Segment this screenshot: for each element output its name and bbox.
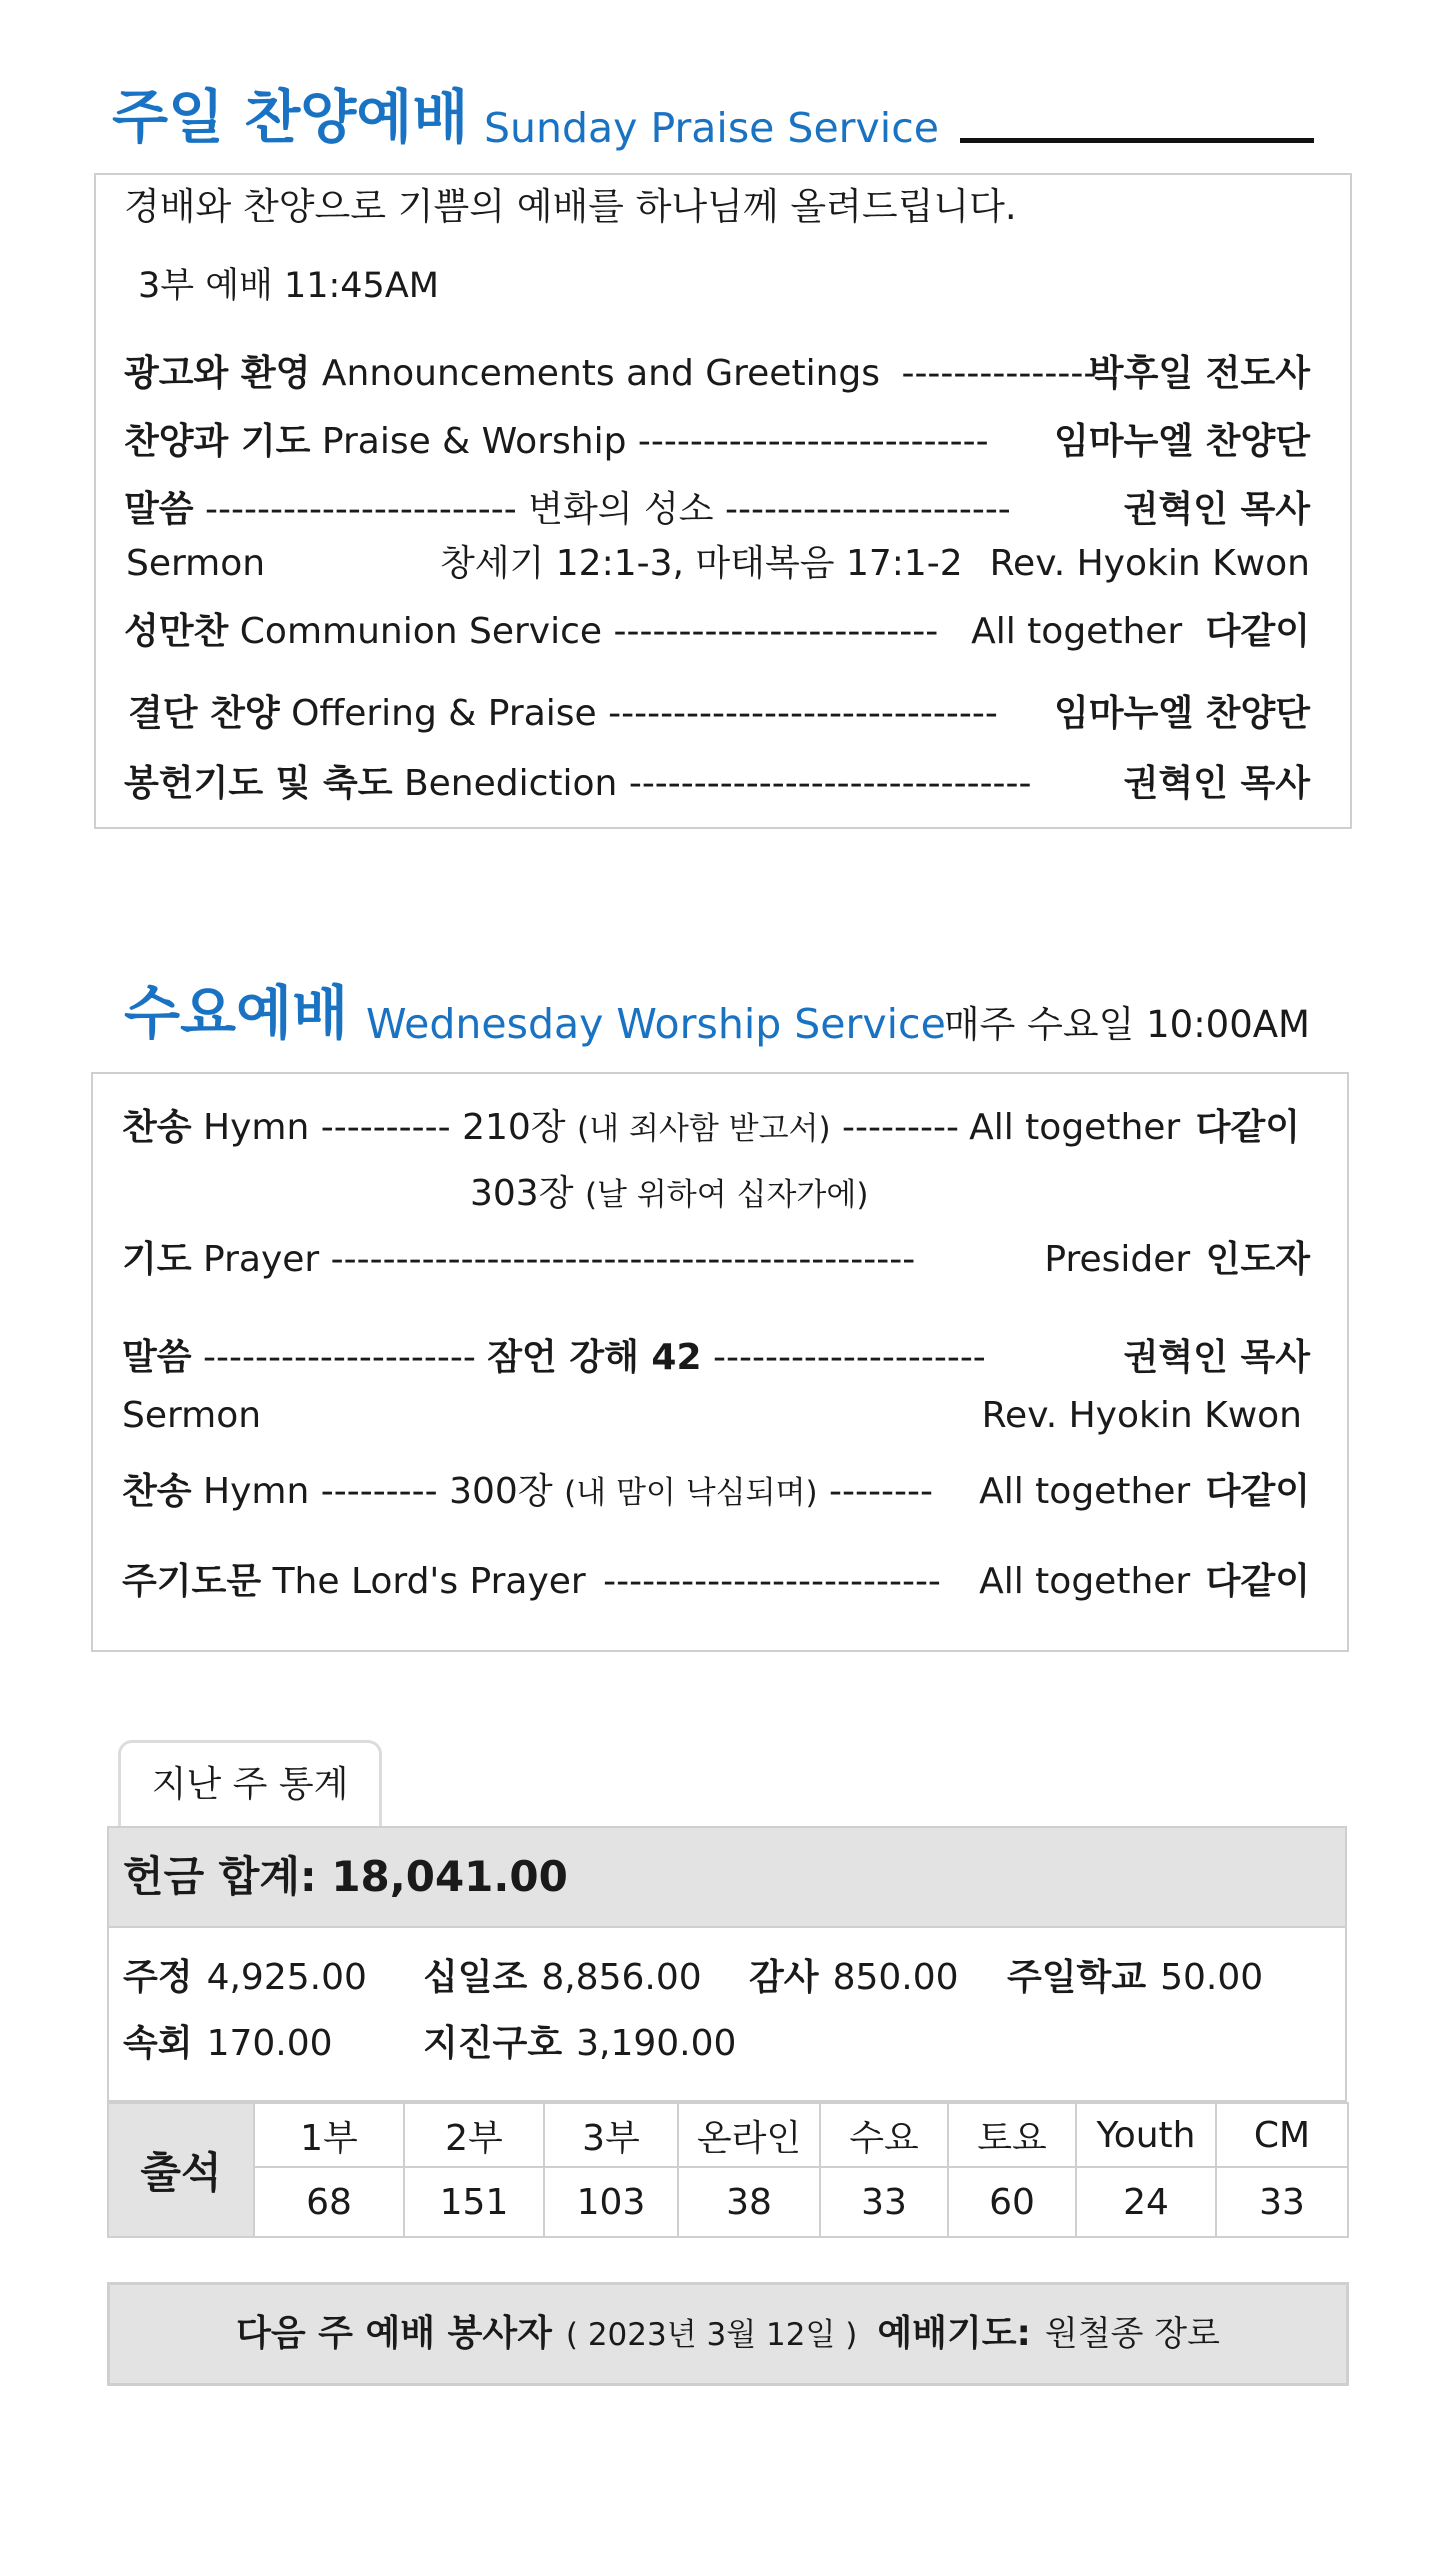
wed-lords-en: The Lord's Prayer (272, 1561, 586, 1602)
wed-prayer-who-ko: 인도자 (1205, 1239, 1310, 1280)
offering-item (123, 2022, 333, 2066)
wed-hymn1-no: 210장 (462, 1107, 566, 1148)
attendance-header: 1부 (254, 2103, 404, 2167)
wed-sermon-dash1: --------------------- (203, 1337, 476, 1378)
sunday-service-time: 3부 예배 11:45AM (138, 266, 439, 306)
offering-item-key: 주일학교 (1007, 1957, 1147, 1998)
wed-prayer-dash: --------------------------------------------- (330, 1239, 916, 1280)
prayer-name: 원철종 장로 (1044, 2314, 1220, 2354)
offering-row (128, 692, 998, 736)
attendance-header: 온라인 (678, 2103, 820, 2167)
attendance-header: CM (1216, 2103, 1348, 2167)
wed-hymn1-who (969, 1106, 1300, 1150)
wed-lords-dash: -------------------------- (603, 1561, 941, 1602)
communion-row (124, 610, 938, 654)
attendance-header: 토요 (948, 2103, 1076, 2167)
offering-total: 헌금 합계: 18,041.00 (107, 1826, 1347, 1928)
attendance-value: 151 (404, 2167, 544, 2237)
wednesday-time: 매주 수요일 10:00AM (943, 1003, 1310, 1046)
attendance-header: 3부 (544, 2103, 678, 2167)
offering-item (423, 1956, 702, 2000)
attendance-header: Youth (1076, 2103, 1216, 2167)
attendance-value: 33 (820, 2167, 948, 2237)
wed-hymn1-ko: 찬송 (122, 1107, 192, 1148)
benediction-row (124, 762, 1032, 806)
wed-sermon-ko: 말씀 (122, 1337, 192, 1378)
wed-hymn2-dash1: --------- (320, 1471, 438, 1512)
offering-item-key: 지진구호 (423, 2023, 563, 2064)
praise-ko: 찬양과 기도 (124, 421, 311, 462)
wed-hymn2-dash2: -------- (829, 1471, 933, 1512)
wed-hymn1-dash1: ---------- (320, 1107, 451, 1148)
wed-prayer-who (1044, 1238, 1310, 1282)
communion-ko: 성만찬 (124, 611, 229, 652)
praise-row (124, 420, 989, 464)
sermon-dash1: ------------------------ (205, 489, 517, 530)
attendance-value: 68 (254, 2167, 404, 2237)
sunday-title-ko: 주일 찬양예배 (112, 83, 469, 151)
attendance-label: 출석 (108, 2103, 254, 2237)
wed-sermon-row (122, 1336, 986, 1380)
wed-hymn1-en: Hymn (203, 1107, 310, 1148)
announce-row (124, 352, 1096, 396)
wed-sermon-dash2: --------------------- (713, 1337, 986, 1378)
wed-hymn2-name: (내 맘이 낙심되며) (564, 1475, 818, 1511)
wed-hymn2-en: Hymn (203, 1471, 310, 1512)
wed-lords-who (979, 1560, 1310, 1604)
offering-item-value: 4,925.00 (206, 1957, 367, 1998)
offering-item-value: 850.00 (832, 1957, 959, 1998)
wed-hymn2-no: 300장 (449, 1471, 553, 1512)
attendance-value: 103 (544, 2167, 678, 2237)
benediction-ko: 봉헌기도 및 축도 (124, 763, 393, 804)
next-week-label: 다음 주 예배 봉사자 (236, 2313, 552, 2354)
sermon-en: Sermon (126, 543, 266, 584)
praise-dash: --------------------------- (637, 421, 989, 462)
wed-hymn1-who-ko: 다같이 (1195, 1107, 1300, 1148)
next-week-servants (107, 2282, 1349, 2386)
communion-dash: ------------------------- (613, 611, 939, 652)
wed-hymn2-who (979, 1470, 1310, 1514)
announce-en: Announcements and Greetings (321, 353, 880, 394)
wed-hymn2-who-en: All together (979, 1471, 1191, 1512)
wed-lords-row (122, 1560, 941, 1604)
stats-tab[interactable]: 지난 주 통계 (118, 1740, 382, 1828)
offering-item-value: 170.00 (206, 2023, 333, 2064)
wed-prayer-en: Prayer (203, 1239, 320, 1280)
wed-hymn1-dash2: --------- (842, 1107, 959, 1148)
wed-lords-who-en: All together (979, 1561, 1191, 1602)
sermon-who-en: Rev. Hyokin Kwon (989, 543, 1310, 584)
communion-who-ko: 다같이 (1205, 611, 1310, 652)
wed-prayer-row (122, 1238, 915, 1282)
wednesday-title-en: Wednesday Worship Service (366, 1000, 946, 1048)
wed-lords-ko: 주기도문 (122, 1561, 262, 1602)
sermon-who: 권혁인 목사 (1123, 489, 1310, 530)
offering-item (423, 2022, 736, 2066)
wed-hymn1-name: (내 죄사함 받고서) (577, 1111, 831, 1147)
offering-item-key: 감사 (749, 1957, 819, 1998)
offering-item (123, 1956, 367, 2000)
attendance-table (107, 2102, 1349, 2238)
attendance-value: 38 (678, 2167, 820, 2237)
offering-ko: 결단 찬양 (128, 693, 280, 734)
wed-lords-who-ko: 다같이 (1205, 1561, 1310, 1602)
wednesday-title-ko: 수요예배 (124, 979, 349, 1047)
wed-hymn2-row (122, 1470, 933, 1515)
wed-hymn2-who-ko: 다같이 (1205, 1471, 1310, 1512)
wed-sermon-topic: 잠언 강해 42 (487, 1337, 702, 1378)
offering-details (107, 1928, 1347, 2102)
sermon-row (124, 488, 1011, 532)
wed-hymn1b-no: 303장 (470, 1173, 574, 1214)
offering-item-key: 주정 (123, 1957, 193, 1998)
wed-hymn1-who-en: All together (969, 1107, 1181, 1148)
attendance-value: 60 (948, 2167, 1076, 2237)
wed-prayer-ko: 기도 (122, 1239, 192, 1280)
communion-en: Communion Service (239, 611, 603, 652)
offering-item (749, 1956, 959, 2000)
wed-sermon-who: 권혁인 목사 (1123, 1337, 1310, 1378)
prayer-label: 예배기도: (877, 2313, 1031, 2354)
praise-who: 임마누엘 찬양단 (1054, 421, 1310, 462)
benediction-dash: ------------------------------- (628, 763, 1032, 804)
wed-hymn1b-name: (날 위하여 십자가에) (584, 1177, 869, 1213)
title-rule (960, 138, 1314, 143)
next-week-date: ( 2023년 3월 12일 ) (565, 2317, 858, 2353)
communion-who-en: All together (971, 611, 1183, 652)
offering-item (1007, 1956, 1263, 2000)
sunday-intro: 경배와 찬양으로 기쁨의 예배를 하나님께 올려드립니다. (124, 185, 1017, 228)
offering-dash: ------------------------------ (608, 693, 998, 734)
wed-hymn2-ko: 찬송 (122, 1471, 192, 1512)
benediction-who: 권혁인 목사 (1123, 763, 1310, 804)
announce-dash: --------------- (901, 353, 1097, 394)
sermon-dash2: ---------------------- (725, 489, 1011, 530)
offering-item-key: 속회 (123, 2023, 193, 2064)
offering-en: Offering & Praise (291, 693, 597, 734)
wed-sermon-en: Sermon (122, 1395, 262, 1436)
praise-en: Praise & Worship (321, 421, 627, 462)
attendance-value: 33 (1216, 2167, 1348, 2237)
wed-hymn1b-row (470, 1172, 868, 1217)
communion-who (971, 610, 1310, 654)
wed-hymn1-row (122, 1106, 959, 1151)
offering-who: 임마누엘 찬양단 (1054, 693, 1310, 734)
sermon-ko: 말씀 (124, 489, 194, 530)
sermon-topic: 변화의 성소 (528, 489, 714, 530)
offering-item-value: 50.00 (1160, 1957, 1264, 1998)
announce-who: 박후일 전도사 (1088, 353, 1310, 394)
sunday-title-en: Sunday Praise Service (484, 104, 939, 152)
offering-item-value: 3,190.00 (576, 2023, 737, 2064)
offering-item-key: 십일조 (423, 1957, 528, 1998)
attendance-value: 24 (1076, 2167, 1216, 2237)
benediction-en: Benediction (403, 763, 618, 804)
attendance-header: 수요 (820, 2103, 948, 2167)
wed-prayer-who-en: Presider (1044, 1239, 1191, 1280)
wed-sermon-who-en: Rev. Hyokin Kwon (981, 1395, 1302, 1436)
sermon-scripture: 창세기 12:1-3, 마태복음 17:1-2 (440, 543, 963, 584)
attendance-header: 2부 (404, 2103, 544, 2167)
announce-ko: 광고와 환영 (124, 353, 311, 394)
offering-item-value: 8,856.00 (541, 1957, 702, 1998)
